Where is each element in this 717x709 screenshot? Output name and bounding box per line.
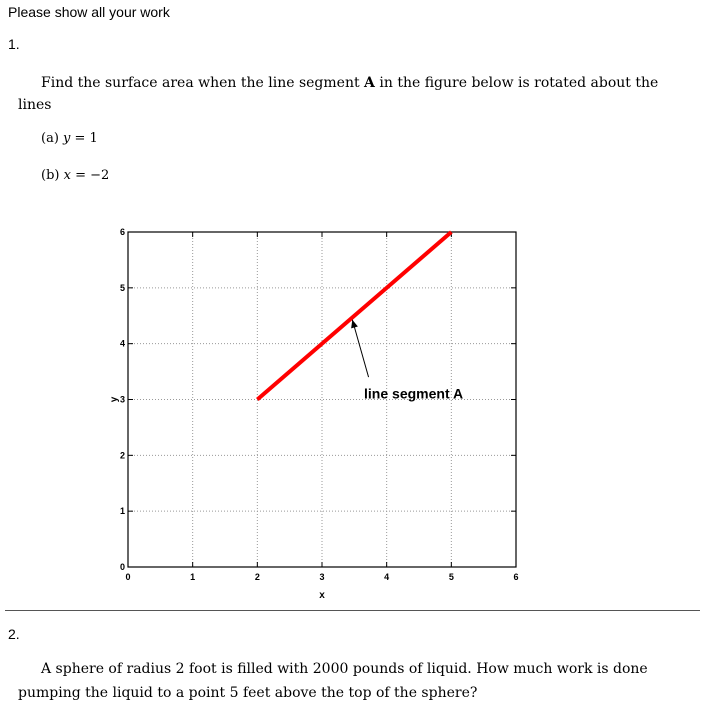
part-b-variable: x — [63, 168, 71, 183]
divider-line — [5, 610, 700, 611]
x-tick-label: 4 — [384, 572, 390, 582]
y-tick-label: 0 — [119, 562, 125, 572]
y-tick-label: 2 — [119, 450, 125, 461]
y-tick-label: 1 — [119, 506, 125, 517]
annotation-label: line segment A — [364, 385, 464, 402]
question-1-number: 1. — [8, 36, 20, 52]
y-axis-label: y — [109, 396, 120, 403]
x-axis-label: x — [319, 590, 325, 601]
y-tick-label: 6 — [119, 227, 125, 237]
question-1-text-pre: Find the surface area when the line segment — [41, 75, 365, 91]
x-tick-label: 3 — [319, 572, 325, 582]
y-tick-label: 5 — [119, 282, 125, 293]
question-2-text-line-2: pumping the liquid to a point 5 feet above the top of the sphere? — [18, 685, 478, 701]
part-b-equation: = −2 — [70, 168, 110, 183]
x-tick-label: 5 — [448, 572, 454, 582]
instruction-text: Please show all your work — [8, 4, 170, 20]
x-tick-label: 6 — [513, 572, 519, 582]
part-a-label: (a) — [41, 131, 64, 146]
x-tick-label: 0 — [125, 572, 131, 582]
question-2-text-line-1: A sphere of radius 2 foot is filled with 2000 pounds of liquid. How much work is done — [41, 661, 648, 677]
x-tick-label: 2 — [254, 572, 260, 582]
y-tick-label: 4 — [119, 338, 125, 349]
y-tick-label: 3 — [119, 394, 125, 405]
part-b-label: (b) — [41, 168, 64, 183]
question-1-text-post: in the figure below is rotated about the — [374, 75, 659, 91]
segment-name: A — [364, 75, 375, 91]
part-a-equation: = 1 — [70, 131, 98, 146]
x-tick-label: 1 — [190, 572, 196, 582]
question-2-number: 2. — [8, 626, 20, 642]
part-a-variable: y — [63, 131, 71, 146]
question-1-text-line-2: lines — [18, 97, 52, 113]
